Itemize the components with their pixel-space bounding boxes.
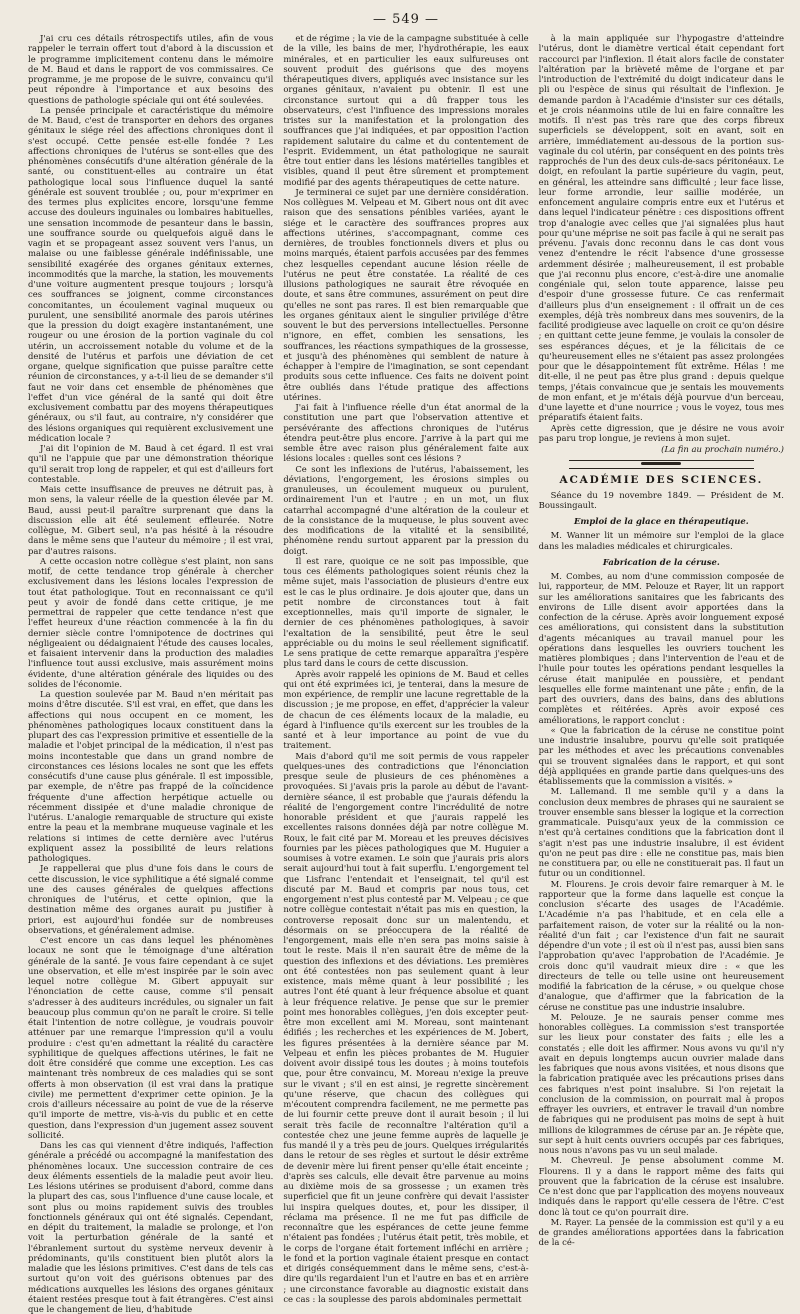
paragraph: Après avoir rappelé les opinions de M. Baud et celles qui ont été exprimées ici, je tenterai, dans la mesure de mon expérience, de remplir une lacune regrettable de la discussion ; je me propose, en effet, d'apprécier la valeur de chacun de ces éléments locaux de la maladie, eu égard à l'influence qu'ils exercent sur les troubles de la santé et à leur importance au point de vue du traitement.: [283, 668, 529, 751]
paragraph: Je rappellerai que plus d'une fois dans le cours de cette discussion, le vice syphilitique a été signalé comme une des causes générales de quelques affections chroniques de l'utérus, et cette opinion, que la destination même des organes aurait pu justifier à priori, est aujourd'hui fondée sur de nombreuses observations, et généralement admise.: [28, 863, 274, 935]
paragraph: Je terminerai ce sujet par une dernière considération. Nos collègues M. Velpeau et M. Gibert nous ont dit avec raison que des sensations pénibles variées, ayant le siége et le caractère des souffrances propres aux affections utérines, s'accompagnant, comme ces dernières, de troubles fonctionnels divers et plus ou moins marqués, étaient parfois accusées par des femmes chez lesquelles cependant aucune lésion réelle de l'utérus ne peut être constatée. La réalité de ces illusions pathologiques ne saurait être révoquée en doute, et sans être communes, assurément on peut dire qu'elles ne sont pas rares. Il est bien remarquable que les organes génitaux aient le singulier privilége d'être souvent le but des perversions intellectuelles. Personne n'ignore, en effet, combien les sensations, les souffrances, les réactions sympathiques de la grossesse, et jusqu'à des phénomènes qui semblent de nature à échapper à l'empire de l'imagination, se sont cependant produits sous cette influence. Ces faits ne doivent point être oubliés dans l'étude pratique des affections utérines.: [283, 186, 529, 402]
paragraph: Mais cette insuffisance de preuves ne détruit pas, à mon sens, la valeur réelle de la question élevée par M. Baud, aussi peut-il paraître surprenant que dans la discussion elle ait été seulement effleurée. Notre collègue, M. Gibert seul, n'a pas hésité à la résoudre dans le même sens que l'auteur du mémoire ; il est vrai, par d'autres raisons.: [28, 484, 274, 556]
paragraph: J'ai fait à l'influence réelle d'un état anormal de la constitution une part que l'observation attentive et persévérante des affections chroniques de l'utérus étendra peut-être plus encore. J'arrive à la part qui me semble être avec raison plus généralement faite aux lésions locales : quelles sont ces lésions ?: [283, 402, 529, 464]
paragraph: M. Flourens. Je crois devoir faire remarquer à M. le rapporteur que la forme dans laquelle est conçue la conclusion s'écarte des usages de l'Académie. L'Académie n'a pas l'habitude, et en cela elle a parfaitement raison, de voter sur la réalité ou la non-réalité d'un fait ; car l'existence d'un fait ne saurait dépendre d'un vote ; il est où il n'est pas, aussi bien sans l'approbation qu'avec l'approbation de l'Académie. Je crois donc qu'il vaudrait mieux dire : « que les directeurs de telle ou telle usine ont heureusement modifié la fabrication de la céruse, » ou quelque chose d'analogue, que d'affirmer que la fabrication de la céruse ne constitue pas une industrie insalubre.: [538, 878, 784, 1012]
article-continuation: [539, 33, 784, 443]
seance-line: Séance du 19 novembre 1849. — Président de M. Boussingault.: [538, 489, 784, 510]
paragraph: A cette occasion notre collègue s'est plaint, non sans motif, de cette tendance trop générale à chercher exclusivement dans les lésions locales l'expression de tout état pathologique. Tout en reconnaissant ce qu'il peut y avoir de fondé dans cette critique, je me permettrai de rappeler que cette tendance n'est que l'effet heureux d'une réaction commencée à la fin du dernier siècle contre l'omnipotence de doctrines qui négligeaient ou dédaignaient l'étude des causes locales, et faisaient intervenir dans la production des maladies l'influence tout aussi exclusive, mais assurément moins évidente, d'une altération générale des liquides ou des solides de l'économie.: [28, 555, 274, 689]
section-divider: [569, 460, 754, 469]
paragraph: Dans les cas qui viennent d'être indiqués, l'affection générale a précédé ou accompagné la manifestation des phénomènes locaux. Une succession contraire de ces deux éléments essentiels de la maladie peut avoir lieu. Les lésions utérines se produisent d'abord, comme dans la plupart des cas, sous l'influence d'une cause locale, et sont plus ou moins rapidement suivis des troubles fonctionnels généraux qui ont été signalés. Cependant, en dépit du traitement, la maladie se prolonge, et l'on voit la perturbation générale de la santé et l'ébranlement surtout du système nerveux devenir à prédominants, qu'ils constituent bien plutôt alors la maladie que les lésions primitives. C'est dans de tels cas surtout qu'on voit des guérisons obtenues par des médications auxquelles les lésions des organes génitaux étaient restées presque tout à fait étrangères. C'est ainsi que le changement de lieu, d'habitude: [28, 1140, 274, 1314]
continuation-note: (La fin au prochain numéro.): [661, 444, 784, 454]
paragraph: Après cette digression, que je désire ne vous avoir pas paru trop longue, je reviens à mon sujet.: [538, 422, 784, 443]
academy-title: ACADÉMIE DES SCIENCES.: [559, 474, 764, 487]
subsection-title-ice: Emploi de la glace en thérapeutique.: [573, 516, 749, 526]
paragraph: M. Combes, au nom d'une commission composée de lui, rapporteur, de MM. Pelouze et Rayer, lit un rapport sur les améliorations sanitaires que les fabricants des environs de Lille disent avoir apportées dans la confection de la céruse. Après avoir longuement exposé ces améliorations, qui consistent dans la substitution d'agents mécaniques au travail manuel pour les opérations dans lesquelles les ouvriers touchent les matières plombiques ; dans l'intervention de l'eau et de l'huile pour toutes les opérations pendant lesquelles la céruse était manipulée en poussière, et pendant lesquelles elle forme maintenant une pâte ; enfin, de la part des ouvriers, dans des bains, dans des ablutions complètes et réitérées. Après avoir exposé ces améliorations, le rapport conclut :: [538, 571, 784, 725]
paragraph: Mais d'abord qu'il me soit permis de vous rappeler quelques-unes des contradictions que l'énonciation presque seule de plusieurs de ces phénomènes a provoquées. Si j'avais pris la parole au début de l'avant-dernière séance, il est probable que j'aurais défendu la réalité de l'engorgement contre l'incrédulité de notre honorable président et que j'aurais rappelé les excellentes raisons données déjà par notre collègue M. Roux, le fait cité par M. Moreau et les preuves décisives fournies par les pièces pathologiques que M. Huguier a soumises à votre examen. Le soin que j'aurais pris alors serait aujourd'hui tout à fait superflu. L'engorgement tel que Lisfranc l'entendait et l'enseignait, tel qu'il est discuté par M. Baud et compris par nous tous, cet engorgement n'est plus contesté par M. Velpeau ; ce que notre collègue contestait n'était pas mis en question, la controverse reposait donc sur un malentendu, et désormais on se préoccupera de la réalité de l'engorgement, mais elle n'en sera pas moins saisie à tout le reste. Mais il n'en saurait être de même de la question des inflexions et des déviations. Les premières ont été contestées non pas seulement quant à leur existence, mais même quant à leur possibilité ; les autres l'ont été quant à leur fréquence absolue et quant à leur fréquence relative. Je pense que sur le premier point mes honorables collègues, j'en dois excepter peut-être mon excellent ami M. Moreau, sont maintenant édifiés ; les recherches et les expériences de M. Jobert, les figures présentées à la dernière séance par M. Velpeau et enfin les pièces probantes de M. Huguier doivent avoir dissipé tous les doutes ; à moins toutefois que, pour être convaincu, M. Moreau n'exige la preuve sur le vivant ; s'il en est ainsi, je regrette sincèrement qu'une réserve, que chacun des collègues qui m'écoutent comprendra facilement, ne me permette pas de lui fournir cette preuve dont il aurait besoin ; il lui serait très facile de reconnaître l'altération qu'il a contestée chez une jeune femme auprès de laquelle je fus mandé il y a très peu de jours. Quelques irrégularités dans le retour de ses règles et surtout le désir extrême de devenir mère lui firent penser qu'elle était enceinte ; d'après ses calculs, elle devait être parvenue au moins au dixième mois de sa grossesse ; un examen très superficiel que fit un jeune confrère qui devait l'assister lui inspira quelques doutes, et, pour les dissiper, il réclama ma présence. Il ne me fut pas difficile de reconnaître que les espérances de cette jeune femme n'étaient pas fondées ; l'utérus était petit, très mobile, et le corps de l'organe était fortement infléchi en arrière ; le fond et la portion vaginale étaient presque en contact et dirigés conséquemment dans le même sens, c'est-à-dire qu'ils regardaient l'un et l'autre en bas et en arrière ; une circonstance favorable au diagnostic existait dans ce cas : la souplesse des parois abdominales permettait: [283, 750, 529, 1304]
paragraph: La question soulevée par M. Baud n'en méritait pas moins d'être discutée. S'il est vrai, en effet, que dans les affections qui nous occupent en ce moment, les phénomènes pathologiques locaux constituent dans la plupart des cas l'expression primitive et essentielle de la maladie et l'objet principal de la médication, il n'est pas moins incontestable que dans un grand nombre de circonstances ces lésions locales ne sont que les effets consécutifs d'une cause plus générale. Il est impossible, par exemple, de n'être pas frappé de la coïncidence fréquente d'une affection herpétique actuelle ou récemment dissipée et d'une maladie chronique de l'utérus. L'analogie remarquable de structure qui existe entre la peau et la membrane muqueuse vaginale et les relations si intimes de cette dernière avec l'utérus expliquent assez la possibilité de leurs relations pathologiques.: [28, 689, 274, 863]
paragraph: M. Rayer. La pensée de la commission est qu'il y a eu de grandes améliorations apportées dans la fabrication de la cé-: [538, 1216, 784, 1248]
subsection-ice-body: [539, 530, 784, 551]
column-left: [28, 33, 274, 1314]
paragraph: C'est encore un cas dans lequel les phénomènes locaux ne sont que le témoignage d'une altération générale de la santé. Je vous faire cependant à ce sujet une observation, et elle m'est inspirée par le soin avec lequel notre collègue M. Gibert appuyait sur l'énonciation de cette cause, comme s'il pensait s'adresser à des auditeurs incrédules, ou signaler un fait beaucoup plus commun qu'on ne paraît le croire. Si telle était l'intention de notre collègue, je voudrais pouvoir atténuer par une remarque l'impression qu'il a voulu produire : c'est qu'en admettant la réalité du caractère syphilitique de quelques affections utérines, le fait ne doit être considéré que comme une exception. Les cas maintenant très nombreux de ces maladies qui se sont offerts à mon observation (il est vrai dans la pratique civile) me permettent d'exprimer cette opinion. Je la crois d'ailleurs nécessaire au point de vue de la réserve qu'il importe de mettre, vis-à-vis du public et en cette question, dans l'expression d'un jugement assez souvent sollicité.: [28, 935, 274, 1140]
column-middle: [283, 33, 529, 1304]
paragraph: Ce sont les inflexions de l'utérus, l'abaissement, les déviations, l'engorgement, les érosions simples ou granuleuses, un écoulement muqueux ou purulent, ordinairement l'un et l'autre ; en un mot, un flux catarrhal accompagné d'une altération de la couleur et de la consistance de la muqueuse, le plus souvent avec des modifications de la vitalité et la sensibilité, phénomène rendu surtout apparent par la pression du doigt.: [283, 463, 529, 556]
paragraph: « Que la fabrication de la céruse ne constitue point une industrie insalubre, pourvu qu'elle soit pratiquée par les méthodes et avec les précautions convenables qui se trouvent signalées dans le rapport, et qui sont déjà appliquées en grande partie dans quelques-uns des établissements que la commission a visités. »: [538, 724, 784, 786]
paragraph: J'ai cru ces détails rétrospectifs utiles, afin de vous rappeler le terrain offert tout d'abord à la discussion et le programme implicitement contenu dans le mémoire de M. Baud et dans le rapport de vos commissaires. Ce programme, je me propose de le suivre, convaincu qu'il peut répondre à l'importance et aux besoins des questions de pathologie spéciale qui ont été soulevées.: [28, 33, 274, 105]
paragraph: M. Wanner lit un mémoire sur l'emploi de la glace dans les maladies médicales et chirurgicales.: [538, 530, 784, 551]
paragraph: M. Lallemand. Il me semble qu'il y a dans la conclusion deux membres de phrases qui ne sauraient se trouver ensemble sans blesser la logique et la correction grammaticale. Puisqu'aux yeux de la commission ce n'est qu'à certaines conditions que la fabrication dont il s'agit n'est pas une industrie insalubre, il est évident qu'on ne peut pas dire : elle ne constitue pas, mais bien ne constituera par, ou elle ne constituerait pas. Il faut un futur ou un conditionnel.: [538, 786, 784, 879]
paragraph: Il est rare, quoique ce ne soit pas impossible, que tous ces éléments pathologiques soient réunis chez la même sujet, mais l'association de plusieurs d'entre eux est le cas le plus ordinaire. Je dois ajouter que, dans un petit nombre de circonstances tout à fait exceptionnelles, mais qu'il importe de signaler, le dernier de ces phénomènes pathologiques, à savoir l'exaltation de la sensibilité, peut être le seul appréciable ou du moins le seul réellement significatif. Le sens pratique de cette remarque apparaîtra j'espère plus tard dans le cours de cette discussion.: [283, 555, 529, 669]
paragraph: La pensée principale et caractéristique du mémoire de M. Baud, c'est de transporter en dehors des organes génitaux le siége réel des affections chroniques dont il s'est occupé. Cette pensée est-elle fondée ? Les affections chroniques de l'utérus se sont-elles que des phénomènes consécutifs d'une altération générale de la santé, ou constituent-elles au contraire un état pathologique local sous l'influence duquel la santé générale est souvent troublée ; ou, pour m'exprimer en des termes plus explicites encore, lorsqu'une femme accuse des douleurs inguinales ou lombaires habituelles, une sensation incommode de pesanteur dans le bassin, une souffrance sourde ou quelquefois aiguë dans le vagin et se propageant assez souvent vers l'anus, un malaise ou une faiblesse générale indéfinissable, une sensibilité exagérée des organes génitaux externes, incommodités que la marche, la station, les mouvements d'une voiture augmentent presque toujours ; lorsqu'à ces souffrances se joignent, comme circonstances concomitantes, un écoulement vaginal muqueux ou purulent, une sensibilité anormale des parois utérines que la pression du doigt exagère instantanément, une rougeur ou une érosion de la portion vaginale du col utérin, un accroissement notable du volume et de la densité de l'utérus et parfois une déviation de cet organe, quelque signification que puisse paraître cette réunion de circonstances, y a-t-il lieu de se demander s'il faut ne voir dans cet ensemble de phénomènes que l'effet d'un vice général de la santé qui doit être exclusivement combattu par des moyens thérapeutiques généraux, ou s'il faut, au contraire, n'y considérer que des lésions organiques qui requièrent exclusivement une médication locale ?: [28, 104, 274, 443]
columns: [28, 33, 784, 1314]
page-number: — 549 —: [372, 12, 440, 27]
paragraph: J'ai dit l'opinion de M. Baud à cet égard. Il est vrai qu'il ne l'appuie que par une démonstration théorique qu'il serait trop long de rappeler, et qui est d'ailleurs fort contestable.: [28, 443, 274, 484]
paragraph: à la main appliquée sur l'hypogastre d'atteindre l'utérus, dont le diamètre vertical était cependant fort raccourci par l'inflexion. Il était alors facile de constater l'altération par la brièveté même de l'organe et par l'introduction de l'extrémité du doigt indicateur dans le pli ou l'espèce de sinus qui résultait de l'inflexion. Je demande pardon à l'Académie d'insister sur ces détails, et je crois néanmoins utile de lui en faire connaître les motifs. Il n'est pas très rare que des corps fibreux superficiels se développent, soit en avant, soit en arrière, immédiatement au-dessous de la portion sus-vaginale du col utérin, par conséquent en des points très rapprochés de l'un des deux culs-de-sacs péritonéaux. Le doigt, en refoulant la partie supérieure du vagin, peut, en général, les atteindre sans difficulté ; leur face lisse, leur forme arrondie, leur saillie modérée, un enfoncement angulaire compris entre eux et l'utérus et dans lequel l'indicateur pénètre : ces dispositions offrent trop d'analogie avec celles que j'ai signalées plus haut pour qu'une méprise ne soit pas facile à qui ne serait pas prévenu. J'avais donc reconnu dans le cas dont vous venez d'entendre le récit l'absence d'une grossesse ardemment désirée ; malheureusement, il est probable que j'ai reconnu plus encore, c'est-à-dire une anomalie congéniale qui, selon toute apparence, laisse peu d'espoir d'une grossesse future. Ce cas renfermait d'ailleurs plus d'un enseignement : il offrait un de ces exemples, déjà très nombreux dans mes souvenirs, de la facilité prodigieuse avec laquelle on croit ce qu'on désire ; en quittant cette jeune femme, je voulais la consoler de ses espérances déçues, et je la félicitais de ce qu'heureusement elles ne s'étaient pas assez prolongées pour que le désappointement fût extrême. Hélas ! me dit-elle, il ne peut pas être plus grand : depuis quelque temps, j'étais convaincue que je sentais les mouvements de mon enfant, et je m'étais déjà pourvue d'un berceau, d'une layette et d'une nourrice ; vous le voyez, tous mes préparatifs étaient faits.: [538, 33, 784, 423]
subsection-title-ceruse: Fabrication de la céruse.: [602, 556, 720, 567]
paragraph: M. Chevreul. Je pense absolument comme M. Flourens. Il y a dans le rapport même des faits qui prouvent que la fabrication de la céruse est insalubre. Ce n'est donc que par l'application des moyens nouveaux indiqués dans le rapport qu'elle cessera de l'être. C'est donc là tout ce qu'on pourrait dire.: [538, 1155, 784, 1217]
paragraph: M. Pelouze. Je ne saurais penser comme mes honorables collègues. La commission s'est transportée sur les lieux pour constater des faits ; elle les a constatés ; elle doit les affirmer. Nous avons vu qu'il n'y avait en depuis longtemps aucun ouvrier malade dans les fabriques que nous avons visitées, et nous disons que la fabrication pratiquée avec les précautions prises dans ces fabriques n'est point insalubre. Si l'on rejetait la conclusion de la commission, on pourrait mal à propos effrayer les ouvriers, et entraver le travail d'un nombre de fabriques qui ne produisent pas moins de sept à huit millions de kilogrammes de céruse par an. Je répète que, sur sept à huit cents ouvriers occupés par ces fabriques, nous nous n'avons pas vu un seul malade.: [538, 1011, 784, 1155]
column-right: [538, 33, 784, 1248]
subsection-ceruse-body: [539, 571, 784, 1248]
paragraph: et de régime ; la vie de la campagne substituée à celle de la ville, les bains de mer, l'hydrothérapie, les eaux minérales, et en particulier les eaux sulfureuses ont souvent produit des guérisons que des moyens thérapeutiques divers, appliqués avec insistance sur les organes génitaux, n'avaient pu obtenir. Il est une circonstance surtout qui a dû frapper tous les observateurs, c'est l'influence des impressions morales tristes sur la manifestation et la prolongation des souffrances que j'ai indiquées, et par opposition l'action rapidement salutaire du calme et du contentement de l'esprit. Evidemment, un état pathologique ne saurait être tout entier dans les lésions matérielles tangibles et visibles, quand il peut être sûrement et promptement modifié par des agents thérapeutiques de cette nature.: [283, 33, 529, 187]
